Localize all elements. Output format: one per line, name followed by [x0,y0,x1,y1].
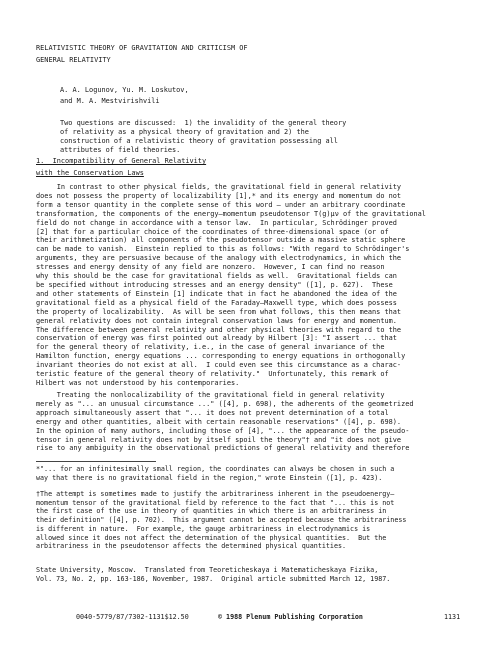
body-line: In contrast to other physical fields, the gravitational field in general relativity [36,183,402,191]
body-line: field do not change in accordance with a tensor law. In particular, Schrödinger proved [36,218,397,227]
body-line: teristic feature of the general theory of relativity." Unfortunately, this remark of [36,370,389,379]
body-line: arguments, they are persuasive because of the analogy with electrodynamics, in which the [36,254,402,263]
affiliation [36,566,390,583]
body-line: invariant theories do not exist at all. I could even see this circumstance as a charac- [36,361,402,370]
body-line: The difference between general relativity and other physical theories with regard to the [36,325,402,334]
abstract-line: of relativity as a physical theory of gravitation and 2) the [60,127,309,136]
body-line: does not possess the property of localizability [1],* and its energy and momentum do not [36,191,402,200]
body-line: approach simultaneously assert that "... it does not prevent determination of a total [36,408,389,417]
paragraph-1 [36,183,426,388]
body-line: general relativity does not contain integral conservation laws for energy and momentum. [36,316,397,325]
footnote-line: the first case of the use in theory of quantities in which there is an arbitrariness in [36,507,387,516]
body-line: can be made to vanish. Einstein replied to this as follows: "With regard to Schrödinger's [36,245,410,254]
paragraph-2 [36,391,414,453]
abstract [60,119,346,155]
footnote-line: *"... for an infinitesimally small region, the coordinates can always be chosen in such a [36,465,395,473]
body-line: the property of localizability. As will be seen from what follows, this then means that [36,307,402,316]
body-line: gravitational field as a physical field of the Faraday–Maxwell type, which does possess [36,298,397,307]
body-line: be specified without introducing stresses and an energy density" ([1], p. 627). These [36,280,393,289]
affiliation-line: Vol. 73, No. 2, pp. 163-186, November, 1987. Original article submitted March 12, 1987. [36,574,391,583]
footnote-line: their definition" ([4], p. 702). This argument cannot be accepted because the arbitrariness [36,516,407,525]
footnote-line: †The attempt is sometimes made to justify the arbitrariness inherent in the pseudoenergy– [36,490,395,498]
section-heading-line-2: with the Conservation Laws [36,169,144,177]
footnote-line: momentum tensor of the gravitational field by reference to the fact that "... this is not [36,498,395,507]
footnote-line: way that there is no gravitational field in the region," wrote Einstein ([1], p. 423). [36,473,383,482]
paper-title-line-1: RELATIVISTIC THEORY OF GRAVITATION AND CRITICISM OF [36,44,248,52]
authors-line-2: and M. A. Mestvirishvili [60,97,160,105]
body-line: conservation of energy was first pointed out already by Hilbert [3]: "I assert ... that [36,334,397,343]
paper-title-line-2: GENERAL RELATIVITY [36,56,111,64]
footnote-line: allowed since it does not affect the determination of the physical quantities. But the [36,533,387,542]
section-heading-line-1: 1. Incompatibility of General Relativity [36,157,207,165]
body-line: merely as "... an unusual circumstance ..." ([4], p. 698), the adherents of the geometrized [36,399,414,408]
footer-copyright: © 1988 Plenum Publishing Corporation [218,613,363,621]
body-line: stresses and energy density of any field are nonzero. However, I can find no reason [36,263,385,272]
abstract-line: construction of a relativistic theory of gravitation possessing all [60,136,338,145]
body-line: Hamilton function, energy equations ... corresponding to energy equations in orthogonally [36,352,406,361]
body-line: energy and other quantities, albeit with certain reasonable reservations" ([4], p. 698). [36,417,402,426]
body-line: Hilbert was not understood by his contemporaries. [36,378,240,387]
body-line: [2] that for a particular choice of the coordinates of three-dimensional space (or of [36,227,389,236]
body-line: for the general theory of relativity, i.e., in the case of general invariance of the [36,343,385,352]
body-line: tensor in general relativity does not by itself spoil the theory"† and "it does not give [36,435,402,444]
footer-article-code: 0040-5779/87/7302-1131$12.50 [76,613,189,621]
page-number: 1131 [444,613,461,621]
body-line: Treating the nonlocalizability of the gravitational field in general relativity [36,391,385,399]
body-line: and other statements of Einstein [1] indicate that in fact he abandoned the idea of the [36,289,397,298]
body-line: transformation, the components of the energy–momentum pseudotensor T(g)μν of the gravitational [36,209,426,218]
affiliation-line: State University, Moscow. Translated from Teoreticheskaya i Matematicheskaya Fizika, [36,566,379,574]
footnote-line: arbitrariness in the pseudotensor affects the determined physical quantities. [36,542,347,551]
footnote-dagger [36,490,406,551]
body-line: In the opinion of many authors, including those of [4], "... the appearance of the pseudo- [36,426,410,435]
body-line: form a tensor quantity in the complete sense of this word — under an arbitrary coordinate [36,200,406,209]
footnote-divider [36,461,156,462]
authors-line-1: A. A. Logunov, Yu. M. Loskutov, [60,86,189,94]
abstract-line: Two questions are discussed: 1) the invalidity of the general theory [60,119,347,127]
body-line: rise to any ambiguity in the observational predictions of general relativity and therefore [36,444,410,453]
footnote-line: is different in nature. For example, the gauge arbitrariness in electrodynamics is [36,524,371,533]
body-line: their arithmetization) all components of the pseudotensor outside a massive static sphere [36,236,406,245]
body-line: why this should be the case for gravitational fields as well. Gravitational fields can [36,272,397,281]
abstract-line: attributes of field theories. [60,145,181,154]
footnote-asterisk [36,465,394,482]
